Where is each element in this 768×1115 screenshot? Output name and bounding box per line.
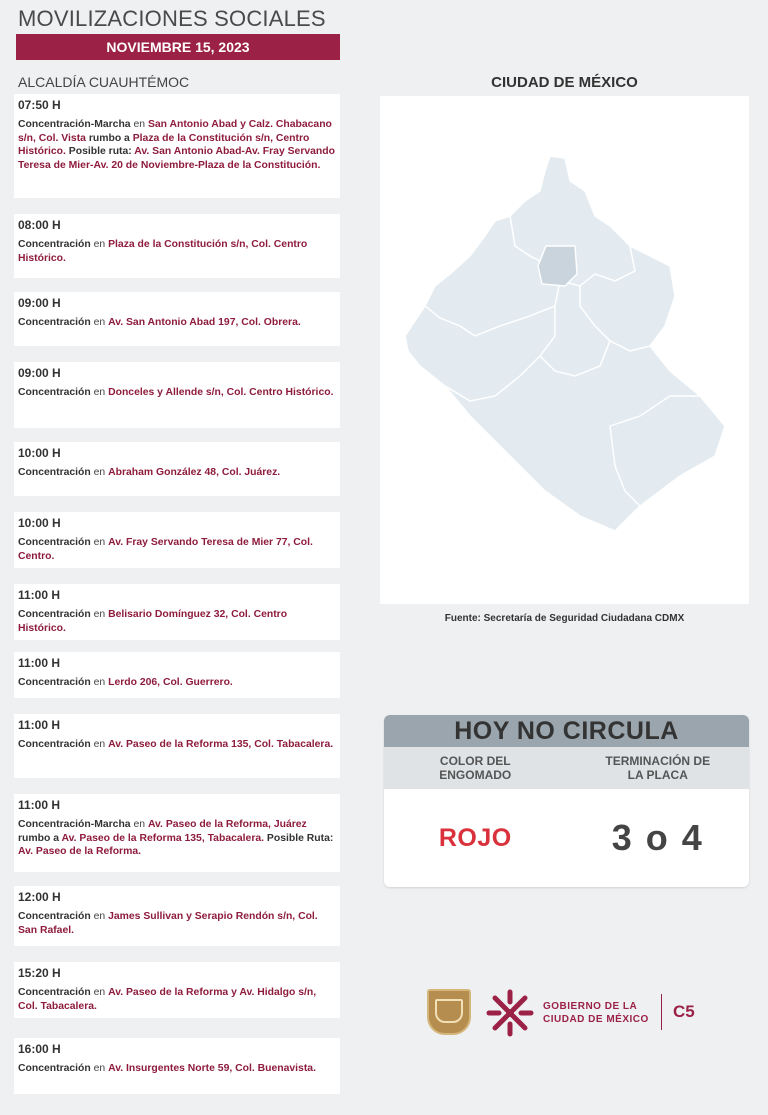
event-time: 09:00 H	[18, 366, 61, 380]
event-card	[14, 962, 340, 1018]
event-text-segment: Concentración	[18, 911, 91, 922]
event-text-segment: Plaza de la Constitución s/n, Col. Centro Histórico.	[18, 239, 308, 264]
event-card	[14, 886, 340, 946]
hoy-no-circula-card	[384, 715, 749, 887]
event-text-segment: Av. Paseo de la Reforma.	[18, 846, 142, 858]
event-text-segment: en	[90, 387, 109, 398]
event-text-segment: en	[90, 987, 109, 998]
event-description	[18, 118, 336, 172]
event-card	[14, 292, 340, 346]
government-text	[543, 1001, 649, 1026]
event-text-segment: Concentración	[18, 467, 91, 478]
event-card	[14, 214, 340, 278]
event-text-segment: Belisario Domínguez 32, Col. Centro Histórico.	[18, 609, 288, 634]
event-time: 12:00 H	[18, 890, 61, 904]
event-text-segment: en	[90, 911, 109, 922]
event-description	[18, 910, 336, 937]
event-text-segment: Concentración	[18, 609, 91, 620]
event-card	[14, 362, 340, 428]
hoy-no-circula-title: HOY NO CIRCULA	[384, 715, 749, 747]
event-description	[18, 316, 336, 330]
event-card	[14, 1038, 340, 1094]
event-text-segment: Concentración	[18, 739, 91, 750]
event-text-segment: Av. Fray Servando Teresa de Mier 77, Col. Centro.	[18, 537, 313, 562]
event-text-segment: en	[90, 609, 109, 620]
event-text-segment: en	[90, 677, 109, 688]
event-text-segment: en	[90, 467, 109, 478]
event-card	[14, 652, 340, 698]
gov-line-2: CIUDAD DE MÉXICO	[543, 1013, 649, 1025]
color-column-label: COLOR DEL ENGOMADO	[439, 753, 512, 782]
event-time: 08:00 H	[18, 218, 61, 232]
c5-logo: C5	[673, 1002, 695, 1021]
event-text-segment: Av. Paseo de la Reforma 135, Tabacalera.	[61, 832, 265, 844]
event-description	[18, 608, 336, 635]
event-description	[18, 1062, 336, 1076]
event-text-segment: San Antonio Abad y Calz. Chabacano s/n, Col. Vista	[18, 119, 332, 144]
event-text-segment: Av. Paseo de la Reforma y Av. Hidalgo s/n, Col. Tabacalera.	[18, 987, 317, 1012]
event-description	[18, 986, 336, 1013]
event-time: 10:00 H	[18, 516, 61, 530]
event-time: 09:00 H	[18, 296, 61, 310]
event-time: 11:00 H	[18, 718, 61, 732]
event-text-segment: Concentración	[18, 677, 91, 688]
event-text-segment: Av. San Antonio Abad 197, Col. Obrera.	[108, 317, 301, 328]
plate-ending: 3 o 4	[611, 817, 704, 858]
event-card	[14, 94, 340, 198]
event-text-segment: Concentración	[18, 387, 91, 398]
logo-divider	[661, 994, 662, 1030]
hoy-no-circula-header	[384, 747, 749, 789]
event-text-segment: en	[90, 739, 109, 750]
event-text-segment: en	[130, 119, 148, 130]
event-text-segment: rumbo a	[18, 832, 62, 844]
event-text-segment: Concentración	[18, 317, 91, 328]
cdmx-logo-icon	[485, 988, 535, 1038]
coat-of-arms-icon	[427, 989, 471, 1035]
event-text-segment: Posible ruta:	[65, 146, 135, 158]
event-text-segment: Concentración	[18, 537, 91, 548]
event-text-segment: Av. Insurgentes Norte 59, Col. Buenavista.	[108, 1063, 316, 1074]
cdmx-map	[380, 96, 749, 604]
event-text-segment: en	[90, 1063, 109, 1074]
event-text-segment: en	[90, 239, 109, 250]
event-text-segment: Av. Paseo de la Reforma 135, Col. Tabacalera.	[108, 739, 334, 750]
event-text-segment: en	[130, 819, 148, 830]
event-text-segment: Plaza de la Constitución s/n, Centro Histórico.	[18, 132, 310, 158]
event-time: 11:00 H	[18, 798, 61, 812]
event-description	[18, 676, 336, 690]
event-text-segment: rumbo a	[85, 132, 133, 144]
event-text-segment: Concentración-Marcha	[18, 119, 131, 130]
map-source: Fuente: Secretaría de Seguridad Ciudadana CDMX	[444, 613, 685, 624]
plate-column-label: TERMINACIÓN DE LA PLACA	[605, 753, 711, 782]
event-description	[18, 386, 336, 400]
event-text-segment: en	[90, 317, 109, 328]
event-description	[18, 536, 336, 563]
event-description	[18, 738, 336, 752]
event-card	[14, 584, 340, 640]
event-text-segment: Donceles y Allende s/n, Col. Centro Histórico.	[108, 387, 334, 398]
event-text-segment: Concentración	[18, 239, 91, 250]
gov-line-1: GOBIERNO DE LA	[543, 1001, 638, 1012]
event-description	[18, 238, 336, 265]
event-text-segment: Av. Paseo de la Reforma, Juárez	[147, 819, 307, 830]
date-banner: NOVIEMBRE 15, 2023	[16, 34, 340, 60]
event-card	[14, 794, 340, 872]
event-text-segment: Concentración	[18, 987, 91, 998]
event-card	[14, 512, 340, 568]
page-title: MOVILIZACIONES SOCIALES	[18, 6, 326, 31]
event-description	[18, 466, 336, 480]
event-card	[14, 714, 340, 778]
footer-logos	[427, 986, 727, 1038]
cuauhtemoc-highlight	[538, 246, 577, 286]
event-time: 11:00 H	[18, 588, 61, 602]
event-text-segment: Posible Ruta:	[264, 832, 334, 844]
engomado-color: ROJO	[438, 823, 512, 852]
event-text-segment: Av. San Antonio Abad-Av. Fray Servando Teresa de Mier-Av. 20 de Noviembre-Plaza de la Constitución.	[18, 146, 335, 171]
event-time: 15:20 H	[18, 966, 61, 980]
event-text-segment: James Sullivan y Serapio Rendón s/n, Col. San Rafael.	[18, 911, 318, 936]
event-text-segment: Concentración	[18, 1063, 91, 1074]
map-card	[380, 96, 749, 604]
event-time: 07:50 H	[18, 98, 61, 112]
event-text-segment: Abraham González 48, Col. Juárez.	[108, 467, 281, 478]
event-text-segment: en	[90, 537, 109, 548]
event-time: 10:00 H	[18, 446, 61, 460]
alcaldia-label: ALCALDÍA CUAUHTÉMOC	[18, 74, 190, 90]
hoy-no-circula-values	[384, 789, 749, 887]
event-time: 16:00 H	[18, 1042, 61, 1056]
event-description	[18, 818, 336, 859]
event-time: 11:00 H	[18, 656, 61, 670]
event-card	[14, 442, 340, 496]
map-title: CIUDAD DE MÉXICO	[491, 74, 638, 91]
event-text-segment: Lerdo 206, Col. Guerrero.	[108, 677, 233, 688]
event-text-segment: Concentración-Marcha	[18, 819, 131, 830]
